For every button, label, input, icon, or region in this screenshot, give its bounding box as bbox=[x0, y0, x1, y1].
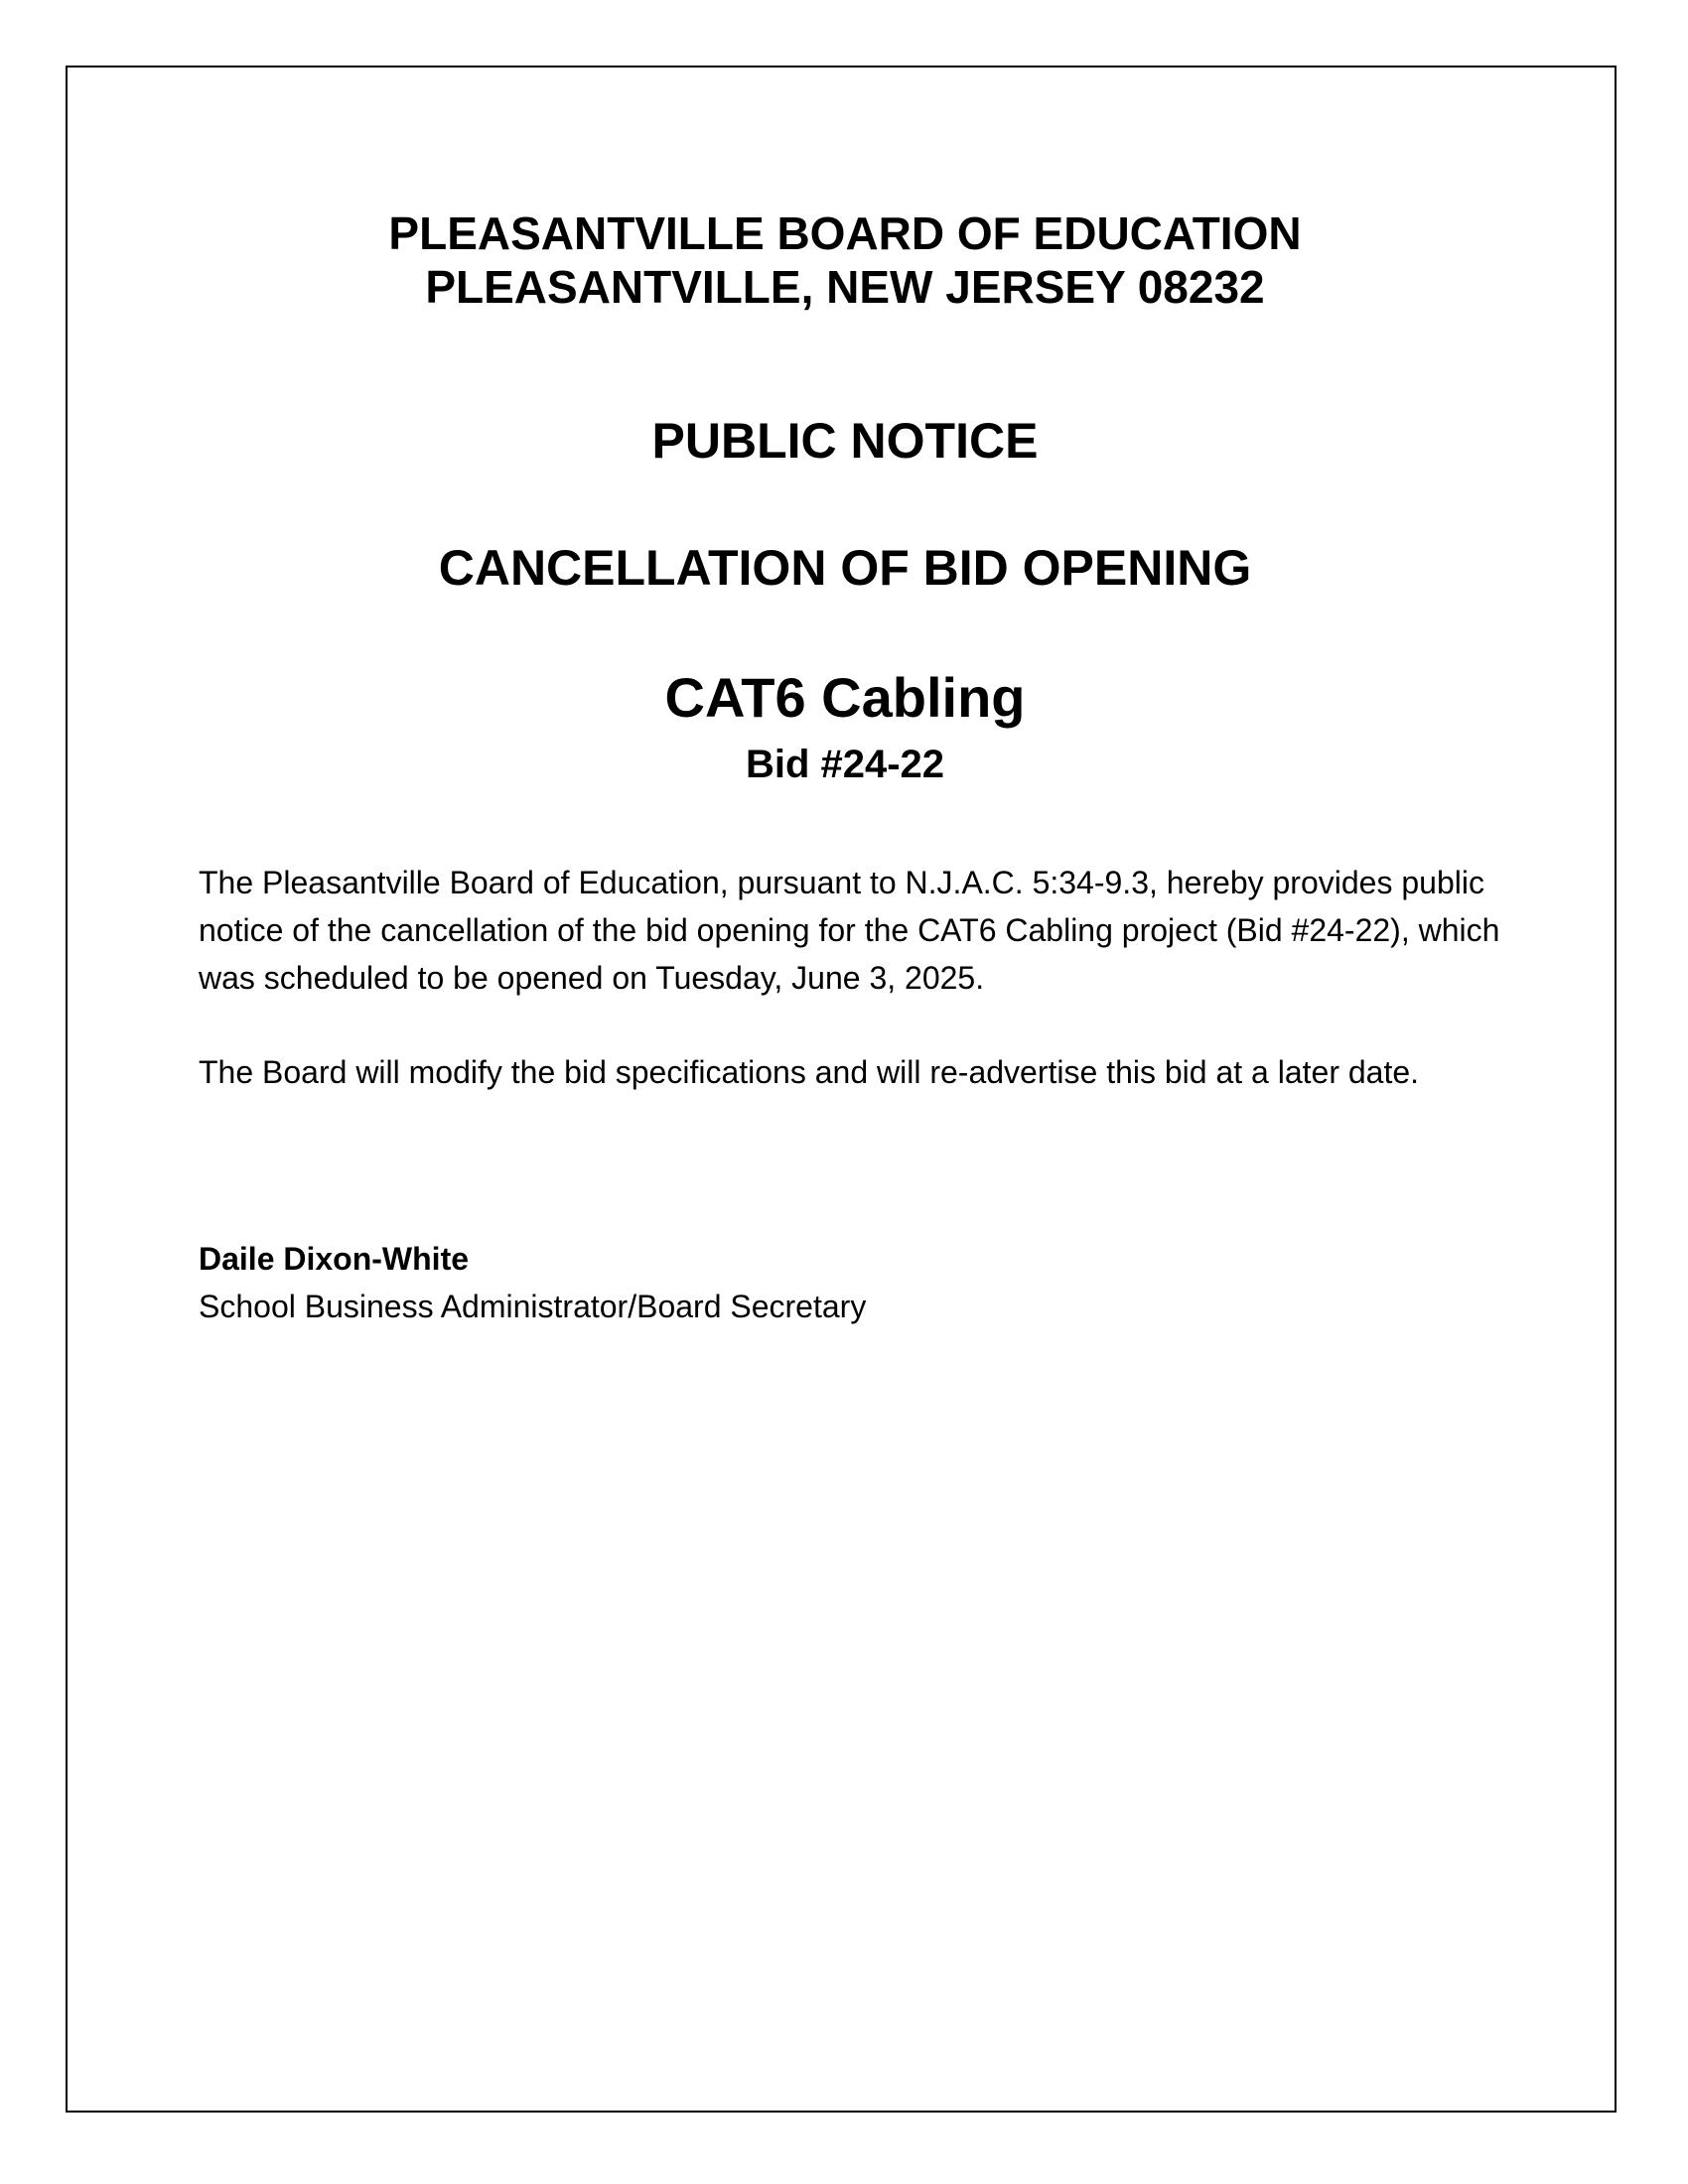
organization-address: PLEASANTVILLE, NEW JERSEY 08232 bbox=[425, 261, 1265, 313]
signer-title: School Business Administrator/Board Secretary bbox=[199, 1289, 867, 1324]
bid-number: Bid #24-22 bbox=[745, 743, 945, 786]
notice-paragraph-2: The Board will modify the bid specifications and will re-advertise this bid at a later date. bbox=[199, 1054, 1420, 1090]
notice-title: PUBLIC NOTICE bbox=[651, 413, 1039, 469]
cancellation-title: CANCELLATION OF BID OPENING bbox=[438, 540, 1252, 596]
notice-paragraph-1: The Pleasantville Board of Education, pursuant to N.J.A.C. 5:34-9.3, hereby provides public notice of the cancellation of the bid opening for the CAT6 Cabling project (Bid #24-22), which was scheduled to be opened on Tuesday, June 3, 2025. bbox=[199, 865, 1500, 996]
signer-name: Daile Dixon-White bbox=[199, 1241, 470, 1277]
organization-name: PLEASANTVILLE BOARD OF EDUCATION bbox=[388, 207, 1302, 259]
project-title: CAT6 Cabling bbox=[664, 666, 1026, 729]
